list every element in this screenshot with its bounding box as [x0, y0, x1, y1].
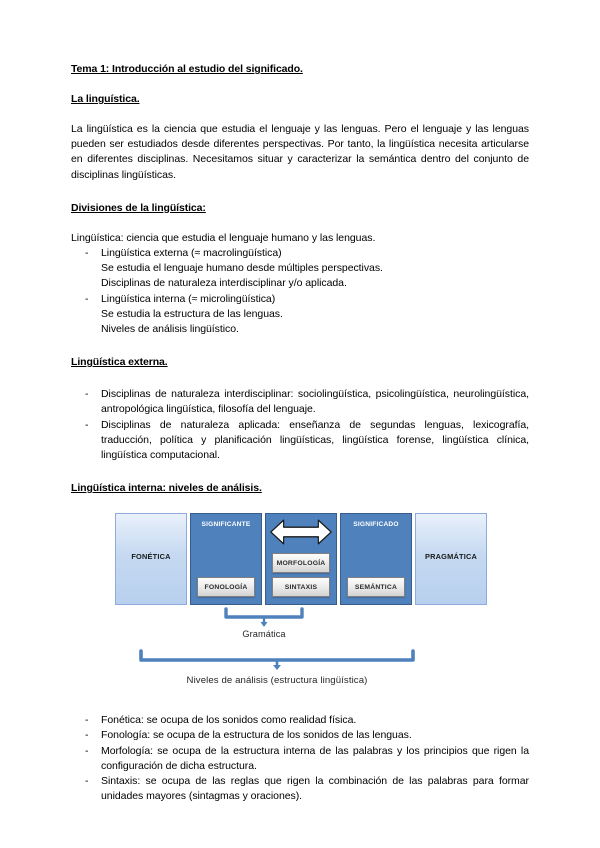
brace-gramatica-icon — [223, 607, 305, 629]
heading-la-linguistica: La linguística. — [71, 93, 140, 105]
page-title: Tema 1: Introducción al estudio del significado. — [71, 63, 303, 75]
panel-chip-fonologia: FONOLOGÍA — [197, 577, 255, 597]
diagram-label-niveles: Niveles de análisis (estructura lingüística) — [186, 675, 368, 687]
panel-chip-morfologia: MORFOLOGÍA — [272, 553, 330, 573]
heading-divisiones: Divisiones de la lingüística: — [71, 201, 206, 214]
panel-label-fonetica: FONÉTICA — [131, 552, 171, 562]
heading-linguistica-interna: Lingüística interna: niveles de análisis. — [71, 482, 262, 495]
panel-chip-sintaxis: SINTAXIS — [272, 577, 330, 597]
divisiones-intro: Lingüística: ciencia que estudia el lenguaje humano y las lenguas. — [71, 231, 376, 244]
dash-bullet: - — [85, 729, 89, 742]
panel-label-pragmatica: PRAGMÁTICA — [424, 552, 478, 562]
paragraph-linguistica: La lingüística es la ciencia que estudia el lenguaje y las lenguas. Pero el lenguaje y las lenguas pueden ser estudiados desde diferentes perspectivas. Por tanto, la lingüística necesita articularse en diferentes disciplinas. Necesitamos situar y caracterizar la semántica dentro del conjunto de disciplinas lingüísticas. — [71, 123, 529, 181]
diagram-label-gramatica: Gramática — [242, 629, 286, 640]
externa-list — [71, 387, 529, 463]
brace-niveles-icon — [138, 649, 416, 673]
list-item-main: Lingüística interna (≈ microlingüística) — [101, 292, 276, 305]
panel-title-significante: SIGNIFICANTE — [201, 521, 251, 529]
list-item — [71, 744, 529, 774]
dash-bullet: - — [85, 388, 89, 401]
list-item-text: Disciplinas de naturaleza aplicada: enseñanza de segundas lenguas, lexicografía, traducción, política y planificación lingüísticas, lingüística forense, lingüística clínica, lingüística computacional. — [101, 418, 529, 462]
diagram-panel-fonetica — [115, 513, 187, 605]
heading-linguistica-externa: Lingüística externa. — [71, 356, 168, 369]
diagram-panel-gramatica — [265, 513, 337, 605]
list-item-text: Morfología: se ocupa de la estructura interna de las palabras y los principios que rigen la configuración de dicha estructura. — [101, 744, 529, 772]
list-item-subline: Se estudia el lenguaje humano desde múltiples perspectivas. — [101, 262, 383, 275]
divisiones-list — [71, 246, 529, 337]
diagram-panel-row — [115, 513, 493, 605]
list-item — [71, 387, 529, 417]
list-item-text: Fonética: se ocupa de los sonidos como realidad física. — [101, 714, 357, 727]
dash-bullet: - — [85, 418, 89, 431]
list-item-subline: Niveles de análisis lingüístico. — [101, 323, 239, 336]
diagram-panel-significante — [190, 513, 262, 605]
list-item-text: Fonología: se ocupa de la estructura de los sonidos de las lenguas. — [101, 729, 412, 742]
list-item — [71, 292, 529, 338]
document-body — [71, 62, 529, 804]
list-item-subline: Disciplinas de naturaleza interdisciplinar y/o aplicada. — [101, 277, 347, 290]
list-item-main: Lingüística externa (≈ macrolingüística) — [101, 247, 282, 260]
dash-bullet: - — [85, 247, 89, 260]
list-item — [71, 728, 529, 743]
list-item — [71, 418, 529, 464]
list-item — [71, 246, 529, 292]
niveles-de-analisis-diagram — [71, 509, 529, 699]
panel-title-significado: SIGNIFICADO — [353, 521, 399, 529]
dash-bullet: - — [85, 292, 89, 305]
list-item — [71, 713, 529, 728]
interna-list — [71, 713, 529, 804]
dash-bullet: - — [85, 744, 89, 757]
dash-bullet: - — [85, 714, 89, 727]
double-arrow-icon — [269, 518, 333, 546]
panel-chip-semantica: SEMÁNTICA — [347, 577, 405, 597]
list-item-text: Disciplinas de naturaleza interdisciplinar: sociolingüística, psicolingüística, neurolingüística, antropológica lingüística, filosofía del lenguaje. — [101, 388, 529, 416]
diagram-panel-significado — [340, 513, 412, 605]
dash-bullet: - — [85, 775, 89, 788]
list-item-text: Sintaxis: se ocupa de las reglas que rigen la combinación de las palabras para formar unidades mayores (sintagmas y oraciones). — [101, 775, 529, 803]
list-item — [71, 774, 529, 804]
list-item-subline: Se estudia la estructura de las lenguas. — [101, 307, 283, 320]
diagram-panel-pragmatica — [415, 513, 487, 605]
